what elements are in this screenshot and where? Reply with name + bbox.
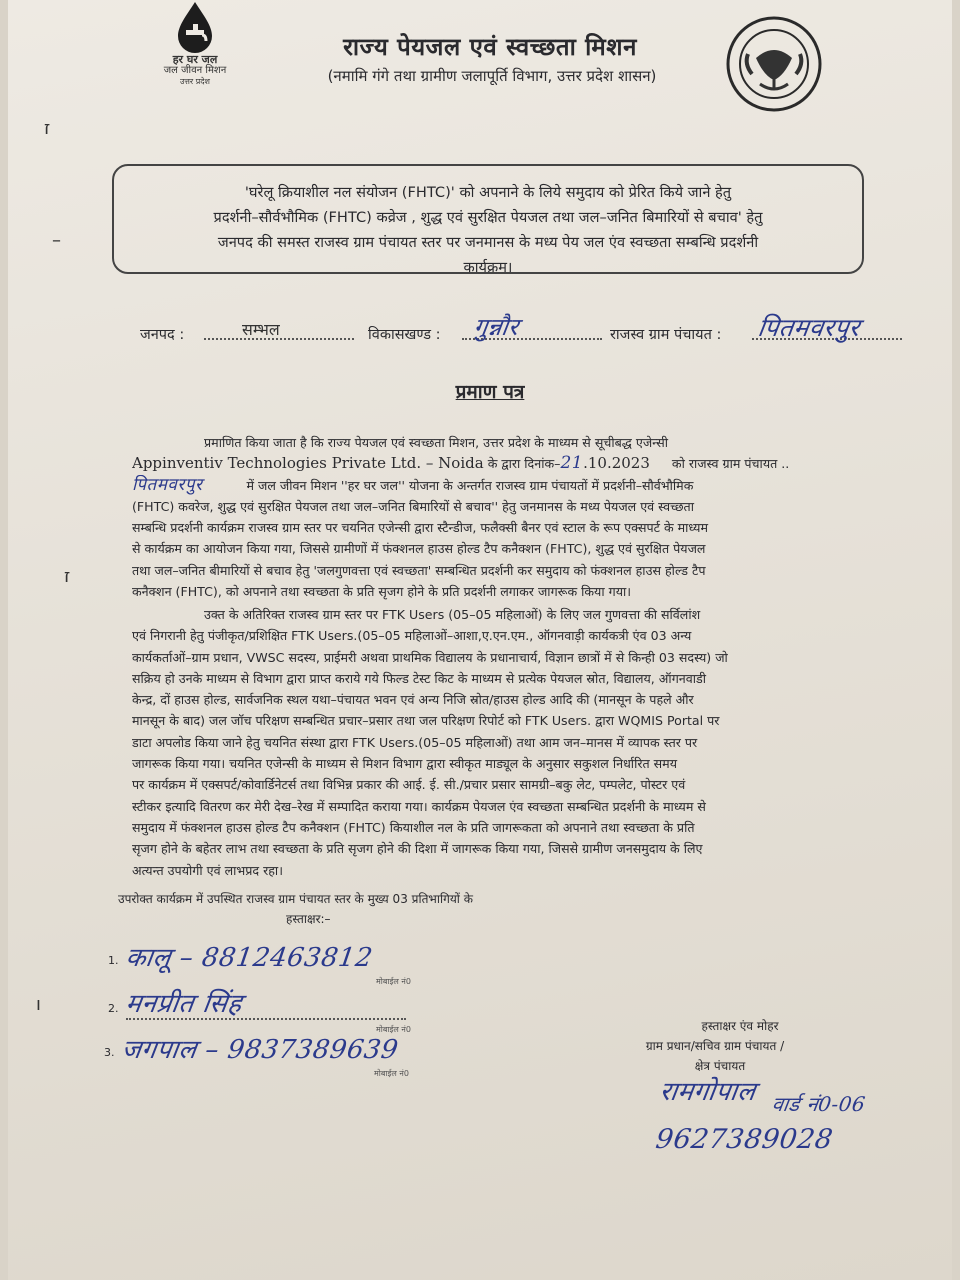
participant-row-2 <box>108 990 438 1034</box>
para2-line: अत्यन्त उपयोगी एवं लाभप्रद रहा। <box>132 862 283 878</box>
date-day-handwritten: 21 <box>560 453 584 474</box>
para1-line: कनैक्शन (FHTC), को अपनाने तथा स्वच्छता के प्रति सृजग होने के प्रति प्रदर्शनी लगाकर जागरूक किया गया। <box>132 584 632 600</box>
para2-line: डाटा अपलोड किया जाने हेतु चयनित संस्था द्वारा FTK Users.(05–05 महिलाओं) तथा आम जन–मानस में व्यापक स्तर पर <box>132 734 698 750</box>
para2-line: सक्रिय हो उनके माध्यम से विभाग द्वारा प्राप्त कराये गये फिल्ड टेस्ट किट के माध्यम से प्रत्येक पेयजल स्रोत, विद्यालय, ऑगनवाडी <box>132 670 707 686</box>
para2-line: पर कार्यक्रम में एक्सपर्ट/कोवार्डिनेटर्स तथा विभिन्न प्रकार की आई. ई. सी./प्रचार प्रसार सामग्री–बकु लेट, पम्पलेट, पोस्टर एवं <box>132 777 686 793</box>
para2-line: मानसून के बाद) जल जॉच परिक्षण सम्बन्धित प्रचार–प्रसार तथा जल परिक्षण रिपोर्ट को FTK Users. द्वारा WQMIS Portal पर <box>132 713 720 729</box>
signature-dots <box>126 1018 406 1020</box>
up-government-emblem <box>724 14 824 114</box>
banner-line: कार्यक्रम। <box>463 259 513 276</box>
para1-line: तथा जल–जनित बीमारियों से बचाव हेतु 'जलगुणवत्ता एवं स्वच्छता' सम्बन्धित प्रदर्शनी कर समुदाय को फंक्शनल हाउस होल्ड टैप <box>132 562 706 578</box>
logo-line-2: जल जीवन मिशन <box>163 65 227 76</box>
para1-line: (FHTC) कवरेज, शुद्ध एवं सुरक्षित पेयजल तथा जल–जनित बिमारियों से बचाव'' हेतु जनमानस के मध्य पेयजल एवं स्वच्छता <box>132 498 694 514</box>
para2-line: समुदाय में फंक्शनल हाउस होल्ड टैप कनैक्शन (FHTC) कियाशील नल के प्रति जागरूकता को अपनाने तथा स्वच्छता के प्रति <box>132 819 695 835</box>
para2-line: एवं निगरानी हेतु पंजीकृत/प्रशिक्षित FTK Users.(05–05 महिलाओं–आशा,ए.एन.एम., ऑगनवाड़ी कार्यकत्री एंव 03 अन्य <box>132 628 692 644</box>
date-suffix: को राजस्व ग्राम पंचायत .. <box>671 456 790 472</box>
mobile-label: मोबाईल नं0 <box>376 1025 411 1034</box>
para1-line1: प्रमाणित किया जाता है कि राज्य पेयजल एवं स्वच्छता मिशन, उत्तर प्रदेश के माध्यम से सूचीबद्ध एजेन्सी <box>204 435 668 450</box>
para2-line: कार्यकर्ताओं–ग्राम प्रधान, VWSC सदस्य, प्राईमरी अथवा प्राथमिक विद्यालय के प्रधानाचार्य, विज्ञान छात्रों में से किन्ही 03 सदस्य) जो <box>132 649 728 665</box>
para1-line: सम्बन्धि प्रदर्शनी कार्यक्रम राजस्व ग्राम स्तर पर चयनित एजेन्सी द्वारा स्टैन्डीज, फलैक्सी बैनर एवं स्टाल के रूप एक्सपर्ट के माध्यम <box>132 520 709 536</box>
certificate-title: प्रमाण पत्र <box>455 381 525 403</box>
village-handwritten: पितमवरपुर <box>132 474 203 495</box>
para2-line: केन्द्र, दों हाउस होल्ड, सार्वजनिक स्थल यथा–पंचायत भवन एवं अन्य निजि स्रोत/हाउस होल्ड आदि की (मानसून के पहले और <box>132 692 694 708</box>
district-value: सम्भल <box>242 320 280 339</box>
margin-mark-2: – <box>52 230 61 251</box>
para2-line: सृजग होने के बहेतर लाभ तथा स्वच्छता के प्रति सृजग होने की दिशा में जागरूक किया गया, जिससे ग्रामीण जनसमुदाय के लिए <box>132 841 703 857</box>
district-label: जनपद : <box>140 327 185 343</box>
authority-line-3: क्षेत्र पंचायत <box>694 1059 746 1073</box>
para1-line: से कार्यक्रम का आयोजन किया गया, जिससे ग्रामीणों में फंक्शनल हाउस होल्ड टैप कनैक्शन (FHTC), शुद्ध एवं सुरक्षित पेयजल <box>132 541 706 557</box>
authority-line-2: ग्राम प्रधान/सचिव ग्राम पंचायत / <box>645 1039 785 1053</box>
participant-number: 2. <box>108 1002 119 1015</box>
date-month-year: .10.2023 <box>583 454 650 473</box>
participant-number: 3. <box>104 1046 115 1059</box>
participant-signature-3: जगपाल – 9837389639 <box>119 1035 401 1065</box>
authority-signature-ward: वार्ड नं0-06 <box>770 1092 868 1116</box>
page-subtitle: (नमामि गंगे तथा ग्रामीण जलापूर्ति विभाग, उत्तर प्रदेश शासन) <box>327 67 657 85</box>
authority-signature-phone: 9627389028 <box>653 1124 835 1155</box>
water-drop-icon <box>172 0 218 54</box>
para2-line: उक्त के अतिरिक्त राजस्व ग्राम स्तर पर FTK Users (05–05 महिलाओं) के लिए जल गुणवत्ता की सर्विलांश <box>204 607 701 622</box>
margin-mark-1: ז <box>44 118 51 139</box>
banner-line: प्रदर्शनी–सौर्वभौमिक (FHTC) कव्रेज , शुद्ध एवं सुरक्षित पेयजल तथा जल–जनित बिमारियों से बचाव' हेतु <box>213 209 763 226</box>
banner-line: जनपद की समस्त राजस्व ग्राम पंचायत स्तर पर जनमानस के मध्य पेय जल एंव स्वच्छता सम्बन्धि प्रदर्शनी <box>217 234 759 251</box>
para1-line3: में जल जीवन मिशन ''हर घर जल'' योजना के अन्तर्गत राजस्व ग्राम पंचायतों में प्रदर्शनी–सौर्वभौमिक <box>246 477 694 493</box>
page-title: राज्य पेयजल एवं स्वच्छता मिशन <box>343 32 637 61</box>
participant-row-1 <box>108 942 438 986</box>
location-fields <box>140 313 920 358</box>
block-label: विकासखण्ड : <box>368 327 441 343</box>
para2-line: स्टीकर इत्यादि वितरण कर मेरी देख–रेख में सम्पादित कराया गया। कार्यक्रम पेयजल एंव स्वच्छता सम्बन्धित प्रदर्शनी के माध्यम से <box>132 798 706 814</box>
participant-number: 1. <box>108 954 119 967</box>
signature-label: हस्ताक्षर:– <box>286 912 331 926</box>
authority-line-1: हस्ताक्षर एंव मोहर <box>701 1019 779 1033</box>
margin-mark-3: ז <box>64 566 71 587</box>
participant-signature-2: मनप्रीत सिंह <box>123 989 245 1019</box>
panchayat-label: राजस्व ग्राम पंचायत : <box>610 327 722 343</box>
panchayat-value: पितमवरपुर <box>755 313 862 342</box>
participants-intro: उपरोक्त कार्यक्रम में उपस्थित राजस्व ग्राम पंचायत स्तर के मुख्य 03 प्रतिभागियों के <box>118 892 473 906</box>
authority-block <box>600 1016 830 1076</box>
banner-line: 'घरेलू क्रियाशील नल संयोजन (FHTC)' को अपनाने के लिये समुदाय को प्रेरित किये जाने हेतु <box>244 184 732 201</box>
har-ghar-jal-logo <box>140 0 250 95</box>
block-value: गुन्नौर <box>471 313 521 341</box>
para2-line: जागरूक किया गया। चयनित एजेन्सी के माध्यम से मिशन विभाग द्वारा स्वीकृत माड्यूल के अनुसार सकुशल निर्धारित समय <box>132 756 678 772</box>
participant-signature-1: कालू – 8812463812 <box>123 943 375 973</box>
mobile-label: मोबाईल नं0 <box>376 977 411 986</box>
certificate-paragraph-2 <box>132 604 884 881</box>
participant-row-3 <box>104 1034 434 1078</box>
program-title-box <box>112 164 864 274</box>
authority-signature-name: रामगोपाल <box>657 1077 758 1107</box>
certificate-paragraph-1 <box>132 432 884 602</box>
agency-name: Appinventiv Technologies Private Ltd. – Noida <box>132 454 484 473</box>
margin-mark-4: ו <box>36 994 41 1015</box>
logo-line-3: उत्तर प्रदेश <box>180 77 210 86</box>
logo-line-1: हर घर जल <box>172 53 218 66</box>
mobile-label: मोबाईल नं0 <box>374 1069 409 1078</box>
date-prefix: के द्वारा दिनांक– <box>487 456 561 472</box>
